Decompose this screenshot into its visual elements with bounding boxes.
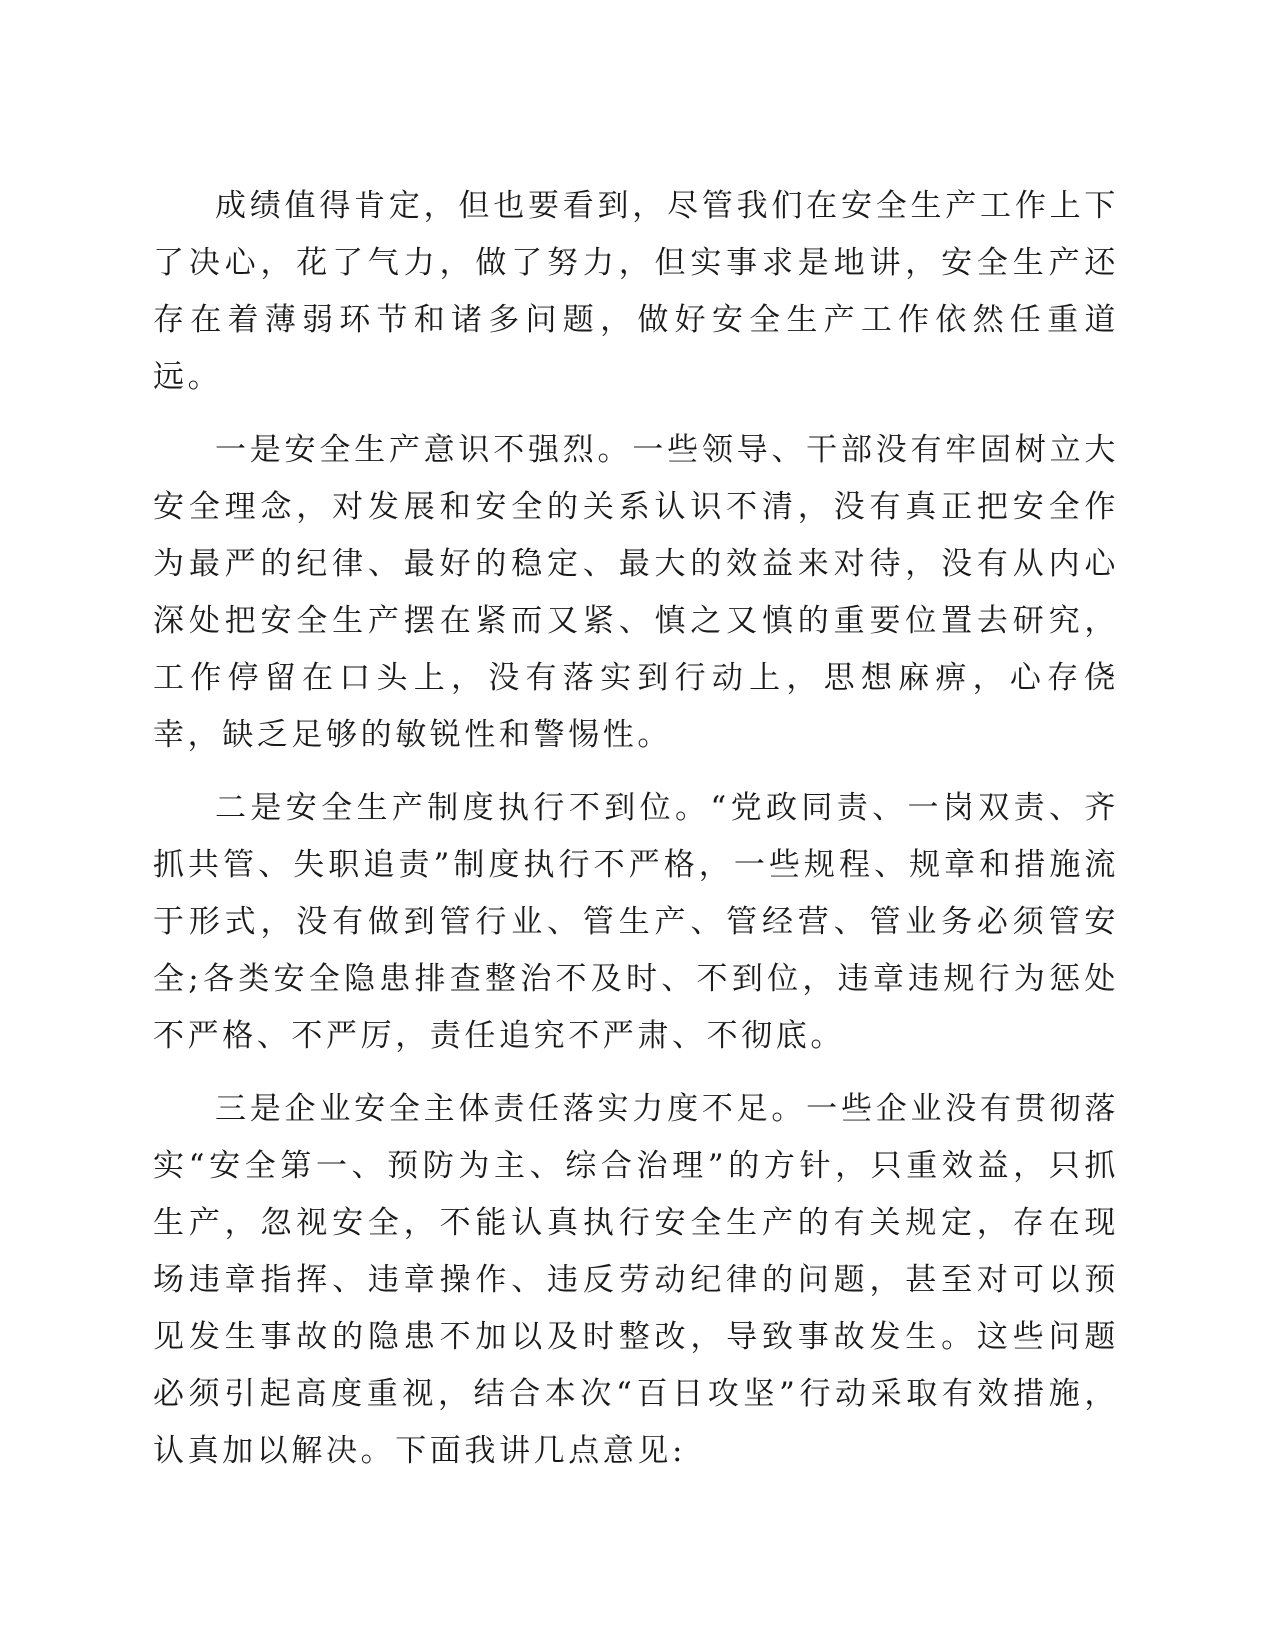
document-body <box>153 178 1119 1496</box>
paragraph-safety-awareness: 一是安全生产意识不强烈。一些领导、干部没有牢固树立大安全理念，对发展和安全的关系认识不清，没有真正把安全作为最严的纪律、最好的稳定、最大的效益来对待，没有从内心深处把安全生产摆在紧而又紧、慎之又慎的重要位置去研究，工作停留在口头上，没有落实到行动上，思想麻痹，心存侥幸，缺乏足够的敏锐性和警惕性。 <box>153 432 1119 753</box>
paragraph-achievements: 成绩值得肯定，但也要看到，尽管我们在安全生产工作上下了决心，花了气力，做了努力，但实事求是地讲，安全生产还存在着薄弱环节和诸多问题，做好安全生产工作依然任重道远。 <box>153 188 1119 395</box>
paragraph-system-execution: 二是安全生产制度执行不到位。“党政同责、一岗双责、齐抓共管、失职追责”制度执行不严格，一些规程、规章和措施流于形式，没有做到管行业、管生产、管经营、管业务必须管安全;各类安全隐患排查整治不及时、不到位，违章违规行为惩处不严格、不严厉，责任追究不严肃、不彻底。 <box>153 790 1119 1054</box>
paragraph-enterprise-responsibility: 三是企业安全主体责任落实力度不足。一些企业没有贯彻落实“安全第一、预防为主、综合治理”的方针，只重效益，只抓生产，忽视安全，不能认真执行安全生产的有关规定，存在现场违章指挥、违章操作、违反劳动纪律的问题，甚至对可以预见发生事故的隐患不加以及时整改，导致事故发生。这些问题必须引起高度重视，结合本次“百日攻坚”行动采取有效措施，认真加以解决。下面我讲几点意见: <box>153 1091 1119 1469</box>
